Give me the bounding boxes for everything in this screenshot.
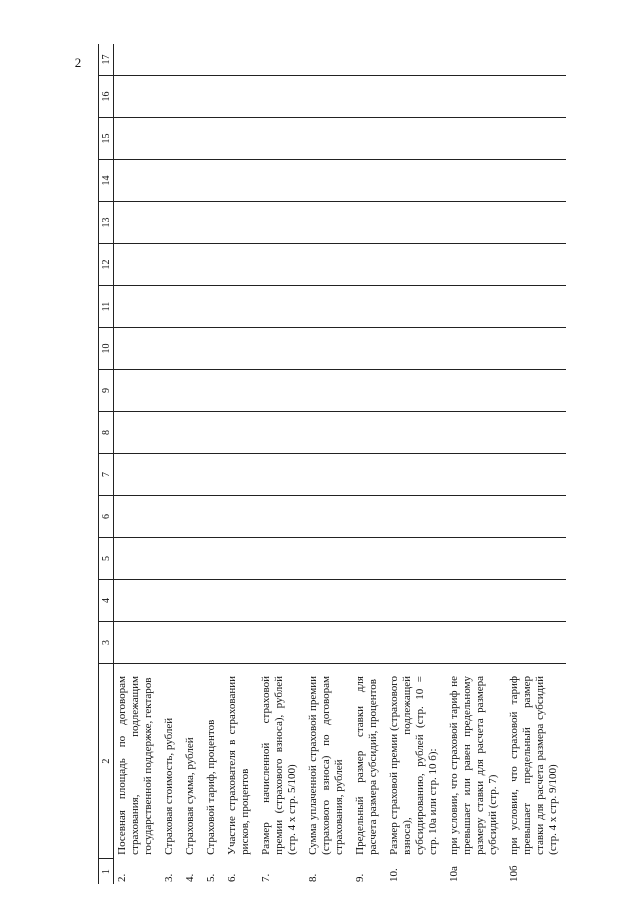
value-cell-col-6 [305, 496, 352, 538]
value-cell-col-7 [114, 454, 162, 496]
value-cell-col-6 [352, 496, 386, 538]
value-cell-col-12 [182, 244, 203, 286]
value-cell-col-8 [386, 412, 446, 454]
value-cell-col-12 [506, 244, 566, 286]
value-cell-col-3 [161, 622, 182, 664]
value-cell-col-4 [224, 580, 258, 622]
value-cell-col-6 [182, 496, 203, 538]
value-cell-col-14 [506, 160, 566, 202]
value-cell-col-16 [258, 76, 305, 118]
value-cell-col-7 [203, 454, 224, 496]
value-cell-col-11 [203, 286, 224, 328]
value-cell-col-10 [114, 328, 162, 370]
value-cell-col-9 [305, 370, 352, 412]
value-cell-col-13 [114, 202, 162, 244]
value-cell-col-6 [114, 496, 162, 538]
column-header-16: 16 [99, 76, 114, 118]
value-cell-col-5 [182, 538, 203, 580]
value-cell-col-8 [506, 412, 566, 454]
value-cell-col-16 [224, 76, 258, 118]
column-header-8: 8 [99, 412, 114, 454]
value-cell-col-8 [352, 412, 386, 454]
column-header-4: 4 [99, 580, 114, 622]
value-cell-col-17 [446, 44, 506, 76]
rotated-table-page [74, 44, 640, 884]
value-cell-col-13 [161, 202, 182, 244]
column-header-15: 15 [99, 118, 114, 160]
value-cell-col-12 [258, 244, 305, 286]
column-header-17: 17 [99, 44, 114, 76]
column-header-6: 6 [99, 496, 114, 538]
value-cell-col-5 [203, 538, 224, 580]
value-cell-col-6 [258, 496, 305, 538]
row-number: 8. [307, 873, 319, 882]
value-cell-col-15 [114, 118, 162, 160]
value-cell-col-4 [305, 580, 352, 622]
value-cell-col-17 [506, 44, 566, 76]
value-cell-col-14 [446, 160, 506, 202]
value-cell-col-15 [182, 118, 203, 160]
value-cell-col-12 [352, 244, 386, 286]
column-header-10: 10 [99, 328, 114, 370]
value-cell-col-15 [446, 118, 506, 160]
table-row [506, 44, 566, 884]
value-cell-col-6 [386, 496, 446, 538]
value-cell-col-5 [506, 538, 566, 580]
value-cell-col-15 [161, 118, 182, 160]
value-cell-col-12 [203, 244, 224, 286]
value-cell-col-13 [386, 202, 446, 244]
value-cell-col-6 [446, 496, 506, 538]
value-cell-col-6 [224, 496, 258, 538]
value-cell-col-13 [305, 202, 352, 244]
row-number: 3. [163, 873, 175, 882]
row-number: 6. [226, 873, 238, 882]
value-cell-col-4 [203, 580, 224, 622]
value-cell-col-17 [203, 44, 224, 76]
value-cell-col-7 [446, 454, 506, 496]
insurance-table [98, 44, 566, 884]
value-cell-col-13 [224, 202, 258, 244]
row-description: Посевная площадь по договорам страхования, подлежащим государственной поддержке, гектаров [114, 664, 162, 859]
value-cell-col-15 [386, 118, 446, 160]
page-number: 2 [74, 54, 82, 70]
value-cell-col-3 [352, 622, 386, 664]
value-cell-col-4 [352, 580, 386, 622]
value-cell-col-8 [203, 412, 224, 454]
value-cell-col-15 [506, 118, 566, 160]
value-cell-col-9 [352, 370, 386, 412]
value-cell-col-11 [386, 286, 446, 328]
value-cell-col-3 [224, 622, 258, 664]
row-description: Сумма уплаченной страховой премии (страхового взноса) по договорам страхования, рублей [305, 664, 352, 859]
value-cell-col-15 [203, 118, 224, 160]
value-cell-col-17 [114, 44, 162, 76]
value-cell-col-11 [305, 286, 352, 328]
value-cell-col-5 [161, 538, 182, 580]
value-cell-col-11 [506, 286, 566, 328]
row-description: Участие страхователя в страховании рисков, процентов [224, 664, 258, 859]
value-cell-col-10 [203, 328, 224, 370]
value-cell-col-12 [446, 244, 506, 286]
value-cell-col-15 [258, 118, 305, 160]
value-cell-col-15 [305, 118, 352, 160]
table-row [224, 44, 258, 884]
value-cell-col-13 [182, 202, 203, 244]
row-number: 10б [508, 865, 520, 882]
value-cell-col-11 [114, 286, 162, 328]
value-cell-col-9 [161, 370, 182, 412]
value-cell-col-12 [386, 244, 446, 286]
value-cell-col-17 [224, 44, 258, 76]
table-row [446, 44, 506, 884]
value-cell-col-3 [386, 622, 446, 664]
column-header-3: 3 [99, 622, 114, 664]
column-header-14: 14 [99, 160, 114, 202]
table-row [182, 44, 203, 884]
row-description: Предельный размер ставки для расчета размера субсидий, процентов [352, 664, 386, 859]
value-cell-col-16 [182, 76, 203, 118]
value-cell-col-11 [352, 286, 386, 328]
value-cell-col-9 [114, 370, 162, 412]
value-cell-col-17 [161, 44, 182, 76]
value-cell-col-7 [506, 454, 566, 496]
row-number: 4. [184, 873, 196, 882]
value-cell-col-17 [258, 44, 305, 76]
value-cell-col-12 [224, 244, 258, 286]
value-cell-col-10 [258, 328, 305, 370]
value-cell-col-10 [352, 328, 386, 370]
value-cell-col-3 [182, 622, 203, 664]
table-row [386, 44, 446, 884]
column-header-5: 5 [99, 538, 114, 580]
value-cell-col-9 [386, 370, 446, 412]
value-cell-col-7 [258, 454, 305, 496]
table-row [161, 44, 182, 884]
table-row [114, 44, 162, 884]
value-cell-col-16 [386, 76, 446, 118]
value-cell-col-14 [352, 160, 386, 202]
column-header-13: 13 [99, 202, 114, 244]
table-row [352, 44, 386, 884]
value-cell-col-8 [161, 412, 182, 454]
value-cell-col-5 [258, 538, 305, 580]
value-cell-col-3 [203, 622, 224, 664]
column-header-9: 9 [99, 370, 114, 412]
value-cell-col-16 [506, 76, 566, 118]
value-cell-col-16 [161, 76, 182, 118]
value-cell-col-3 [258, 622, 305, 664]
value-cell-col-8 [446, 412, 506, 454]
value-cell-col-5 [305, 538, 352, 580]
value-cell-col-10 [161, 328, 182, 370]
value-cell-col-9 [224, 370, 258, 412]
row-number: 10а [448, 866, 460, 882]
value-cell-col-3 [506, 622, 566, 664]
value-cell-col-8 [114, 412, 162, 454]
value-cell-col-5 [224, 538, 258, 580]
value-cell-col-4 [446, 580, 506, 622]
row-number: 7. [260, 873, 272, 882]
row-description: Страховая сумма, рублей [182, 664, 203, 859]
value-cell-col-13 [203, 202, 224, 244]
value-cell-col-4 [161, 580, 182, 622]
table-row [258, 44, 305, 884]
value-cell-col-13 [446, 202, 506, 244]
value-cell-col-10 [506, 328, 566, 370]
value-cell-col-11 [224, 286, 258, 328]
table-body [114, 44, 567, 884]
value-cell-col-16 [203, 76, 224, 118]
value-cell-col-8 [224, 412, 258, 454]
value-cell-col-14 [161, 160, 182, 202]
column-header-1: 1 [99, 859, 114, 884]
value-cell-col-4 [258, 580, 305, 622]
value-cell-col-10 [182, 328, 203, 370]
value-cell-col-4 [506, 580, 566, 622]
value-cell-col-14 [203, 160, 224, 202]
value-cell-col-3 [446, 622, 506, 664]
value-cell-col-9 [506, 370, 566, 412]
value-cell-col-8 [305, 412, 352, 454]
value-cell-col-10 [224, 328, 258, 370]
row-description: Страховая стоимость, рублей [161, 664, 182, 859]
row-number: 5. [205, 873, 217, 882]
value-cell-col-17 [352, 44, 386, 76]
value-cell-col-5 [386, 538, 446, 580]
value-cell-col-7 [224, 454, 258, 496]
value-cell-col-17 [305, 44, 352, 76]
value-cell-col-13 [506, 202, 566, 244]
value-cell-col-10 [446, 328, 506, 370]
value-cell-col-16 [114, 76, 162, 118]
value-cell-col-13 [352, 202, 386, 244]
value-cell-col-7 [161, 454, 182, 496]
table-row [203, 44, 224, 884]
row-description: Страховой тариф, процентов [203, 664, 224, 859]
column-header-2: 2 [99, 664, 114, 859]
value-cell-col-11 [446, 286, 506, 328]
value-cell-col-11 [161, 286, 182, 328]
value-cell-col-5 [352, 538, 386, 580]
value-cell-col-4 [386, 580, 446, 622]
row-number: 10. [388, 868, 400, 882]
value-cell-col-5 [446, 538, 506, 580]
value-cell-col-17 [182, 44, 203, 76]
value-cell-col-14 [114, 160, 162, 202]
row-description: при условии, что страховой тариф не превышает или равен предельному размеру ставки для расчета размера субсидий (стр. 7) [446, 664, 506, 859]
row-description: Размер страховой премии (страхового взноса), подлежащей субсидированию, рублей (стр. 10 = стр. 10а или стр. 10 б): [386, 664, 446, 859]
value-cell-col-11 [258, 286, 305, 328]
value-cell-col-12 [305, 244, 352, 286]
value-cell-col-16 [305, 76, 352, 118]
value-cell-col-8 [258, 412, 305, 454]
value-cell-col-4 [114, 580, 162, 622]
value-cell-col-6 [161, 496, 182, 538]
value-cell-col-7 [352, 454, 386, 496]
column-number-row [99, 44, 114, 884]
value-cell-col-16 [352, 76, 386, 118]
value-cell-col-9 [258, 370, 305, 412]
value-cell-col-12 [161, 244, 182, 286]
value-cell-col-9 [203, 370, 224, 412]
value-cell-col-15 [224, 118, 258, 160]
column-header-7: 7 [99, 454, 114, 496]
value-cell-col-6 [506, 496, 566, 538]
row-description: Размер начисленной страховой премии (страхового взноса), рублей (стр. 4 х стр. 5/100) [258, 664, 305, 859]
value-cell-col-14 [258, 160, 305, 202]
column-header-12: 12 [99, 244, 114, 286]
column-header-11: 11 [99, 286, 114, 328]
row-number: 9. [354, 873, 366, 882]
value-cell-col-17 [386, 44, 446, 76]
value-cell-col-3 [305, 622, 352, 664]
value-cell-col-11 [182, 286, 203, 328]
table-row [305, 44, 352, 884]
value-cell-col-5 [114, 538, 162, 580]
value-cell-col-7 [305, 454, 352, 496]
value-cell-col-9 [446, 370, 506, 412]
value-cell-col-3 [114, 622, 162, 664]
value-cell-col-7 [182, 454, 203, 496]
value-cell-col-12 [114, 244, 162, 286]
value-cell-col-14 [224, 160, 258, 202]
value-cell-col-14 [305, 160, 352, 202]
value-cell-col-10 [305, 328, 352, 370]
value-cell-col-6 [203, 496, 224, 538]
row-description: при условии, что страховой тариф превышает предельный размер ставки для расчета размера субсидий (стр. 4 х стр. 9/100) [506, 664, 566, 859]
value-cell-col-13 [258, 202, 305, 244]
value-cell-col-14 [182, 160, 203, 202]
value-cell-col-4 [182, 580, 203, 622]
value-cell-col-16 [446, 76, 506, 118]
value-cell-col-9 [182, 370, 203, 412]
row-number: 2. [116, 873, 128, 882]
value-cell-col-7 [386, 454, 446, 496]
value-cell-col-10 [386, 328, 446, 370]
value-cell-col-14 [386, 160, 446, 202]
value-cell-col-8 [182, 412, 203, 454]
value-cell-col-15 [352, 118, 386, 160]
